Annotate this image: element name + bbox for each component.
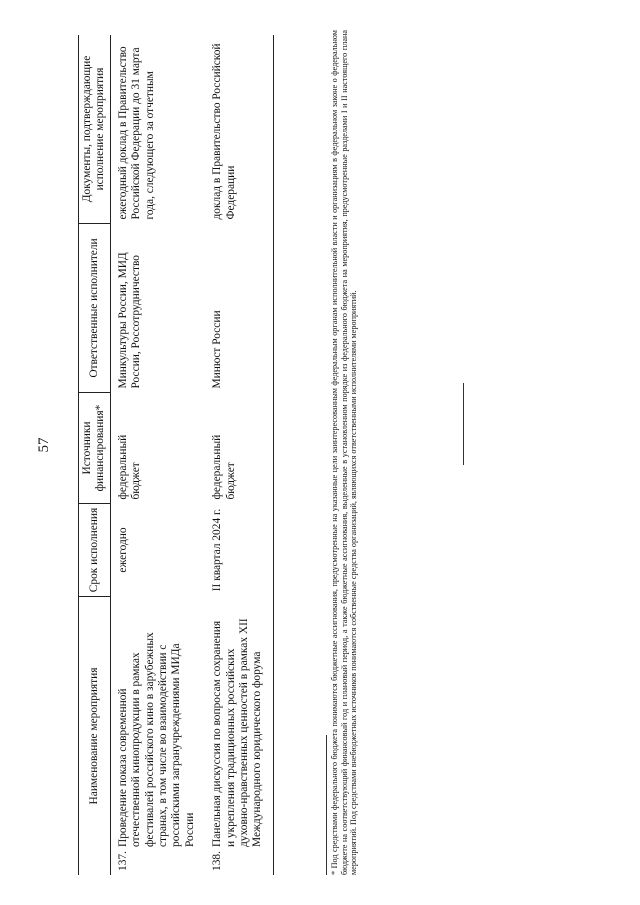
header-term: Срок исполнения (79, 504, 111, 597)
header-responsible: Ответственные исполнители (79, 224, 111, 393)
separator-line (463, 383, 464, 465)
footnote-divider (326, 735, 327, 875)
cell-term: ежегодно (116, 527, 129, 573)
measure-name: Панельная дискуссия по вопросам сохранения и укрепления традиционных российских духовно-нравственных ценностей в рамках XII Международного юридического форума (211, 618, 264, 847)
row-number: 137. (116, 851, 129, 871)
measures-table (78, 35, 274, 875)
header-name: Наименование мероприятия (79, 597, 111, 876)
footnote: * Под средствами федерального бюджета понимаются бюджетные ассигнования, предусмотренные на указанные цели заинтересованным федеральным органам исполнительной власти и организациям в федеральном законе о федеральном бюджете на соответствующий финансовый год и плановый период, а также бюджетные ассигнования, выделенные в установленном порядке из федерального бюджета на мероприятия, предусмотренные разделами I и II настоящего плана мероприятий. Под средствами внебюджетных источников понимаются собственные средства организаций, являющихся ответственными исполнителями мероприятий. (330, 30, 359, 875)
header-documents: Документы, подтверждающие исполнение мероприятия (79, 35, 111, 224)
page-number: 57 (36, 437, 52, 453)
table-row (205, 35, 273, 875)
cell-source: федеральный бюджет (205, 393, 273, 504)
cell-name (205, 597, 273, 876)
cell-documents: ежегодный доклад в Правительство Российской Федерации до 31 марта года, следующего за отчетным (116, 46, 156, 220)
table-row (110, 35, 205, 875)
table-header-row (79, 35, 111, 875)
cell-name (110, 597, 205, 876)
cell-responsible: Минюст России (205, 224, 273, 393)
cell-term: II квартал 2024 г. (205, 504, 273, 597)
measure-name: Проведение показа современной отечественной кинопродукции в рамках фестивалей российского кино в зарубежных странах, в том числе во взаимодействии с российскими загранучреждениями МИДа России (116, 632, 196, 847)
header-source: Источники финансирования* (79, 393, 111, 504)
cell-documents: доклад в Правительство Российской Федерации (205, 35, 273, 224)
row-number: 138. (211, 851, 224, 871)
cell-responsible: Минкультуры России, МИД России, Россотрудничество (116, 252, 143, 389)
cell-source: федеральный бюджет (116, 434, 143, 500)
